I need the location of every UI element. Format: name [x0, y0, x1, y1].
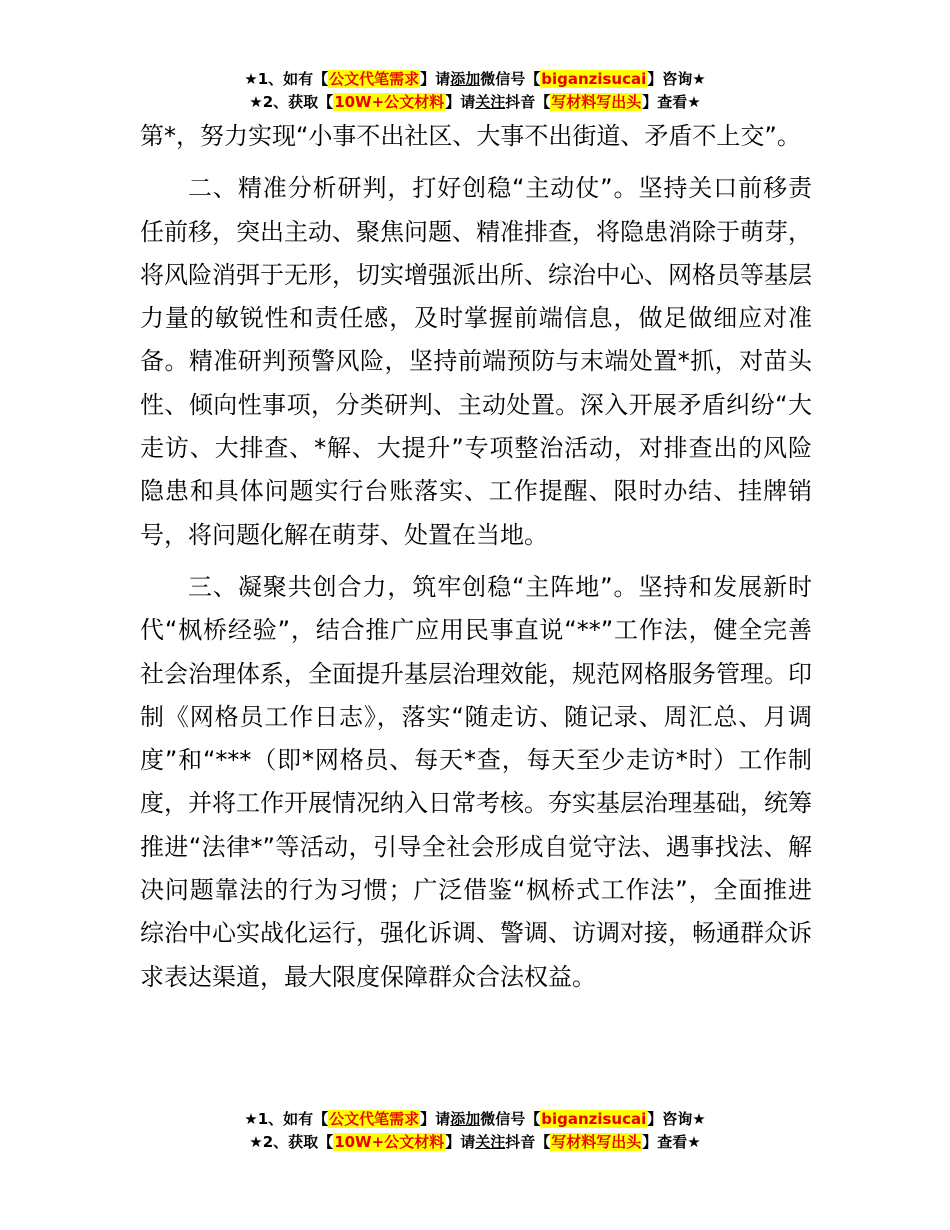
- footer-banner: [0, 1108, 950, 1154]
- banner-text: ★2、获取【: [249, 1133, 334, 1151]
- banner-text: 】请: [420, 70, 451, 88]
- banner-text: ★1、如有【: [244, 70, 329, 88]
- paragraph-continuation: 第*，努力实现“小事不出社区、大事不出街道、矛盾不上交”。: [140, 122, 801, 150]
- banner-underlined-text: 添加: [450, 70, 481, 88]
- banner-underlined-text: 关注: [475, 93, 506, 111]
- document-body: [140, 115, 812, 999]
- banner-text: 】请: [420, 1110, 451, 1128]
- banner-line-2: [0, 1131, 950, 1154]
- banner-text: 】查看★: [642, 1133, 701, 1151]
- banner-highlight: biganzisucai: [541, 1110, 647, 1128]
- banner-highlight: 写材料写出头: [551, 93, 642, 111]
- banner-text: 】咨询★: [647, 1110, 706, 1128]
- banner-text: ★2、获取【: [249, 93, 334, 111]
- banner-text: 抖音【: [505, 93, 551, 111]
- banner-highlight: 写材料写出头: [551, 1133, 642, 1151]
- banner-underlined-text: 添加: [450, 1110, 481, 1128]
- banner-line-1: [0, 1108, 950, 1131]
- banner-text: 微信号【: [480, 70, 541, 88]
- banner-text: 】查看★: [642, 93, 701, 111]
- banner-text: 】咨询★: [647, 70, 706, 88]
- banner-text: 】请: [445, 1133, 476, 1151]
- paragraph-section-two: 二、精准分析研判，打好创稳“主动仗”。坚持关口前移责任前移，突出主动、聚焦问题、精准排查，将隐患消除于萌芽，将风险消弭于无形，切实增强派出所、综治中心、网格员等基层力量的敏锐性和责任感，及时掌握前端信息，做足做细应对准备。精准研判预警风险，坚持前端预防与末端处置*抓，对苗头性、倾向性事项，分类研判、主动处置。深入开展矛盾纠纷“大走访、大排查、*解、大提升”专项整治活动，对排查出的风险隐患和具体问题实行台账落实、工作提醒、限时办结、挂牌销号，将问题化解在萌芽、处置在当地。: [140, 174, 812, 549]
- paragraph-section-three: 三、凝聚共创合力，筑牢创稳“主阵地”。坚持和发展新时代“枫桥经验”，结合推广应用民事直说“**”工作法，健全完善社会治理体系，全面提升基层治理效能，规范网格服务管理。印制《网格员工作日志》，落实“随走访、随记录、周汇总、月调度”和“***（即*网格员、每天*查，每天至少走访*时）工作制度，并将工作开展情况纳入日常考核。夯实基层治理基础，统筹推进“法律*”等活动，引导全社会形成自觉守法、遇事找法、解决问题靠法的行为习惯；广泛借鉴“枫桥式工作法”，全面推进综治中心实战化运行，强化诉调、警调、访调对接，畅通群众诉求表达渠道，最大限度保障群众合法权益。: [140, 572, 812, 991]
- banner-underlined-text: 关注: [475, 1133, 506, 1151]
- banner-highlight: 10W+公文材料: [334, 93, 445, 111]
- banner-highlight: 公文代笔需求: [329, 1110, 420, 1128]
- header-banner: [0, 68, 950, 114]
- banner-text: 微信号【: [480, 1110, 541, 1128]
- banner-text: 抖音【: [505, 1133, 551, 1151]
- banner-highlight: biganzisucai: [541, 70, 647, 88]
- banner-text: 】请: [445, 93, 476, 111]
- banner-line-1: [0, 68, 950, 91]
- banner-text: ★1、如有【: [244, 1110, 329, 1128]
- banner-highlight: 公文代笔需求: [329, 70, 420, 88]
- banner-line-2: [0, 91, 950, 114]
- banner-highlight: 10W+公文材料: [334, 1133, 445, 1151]
